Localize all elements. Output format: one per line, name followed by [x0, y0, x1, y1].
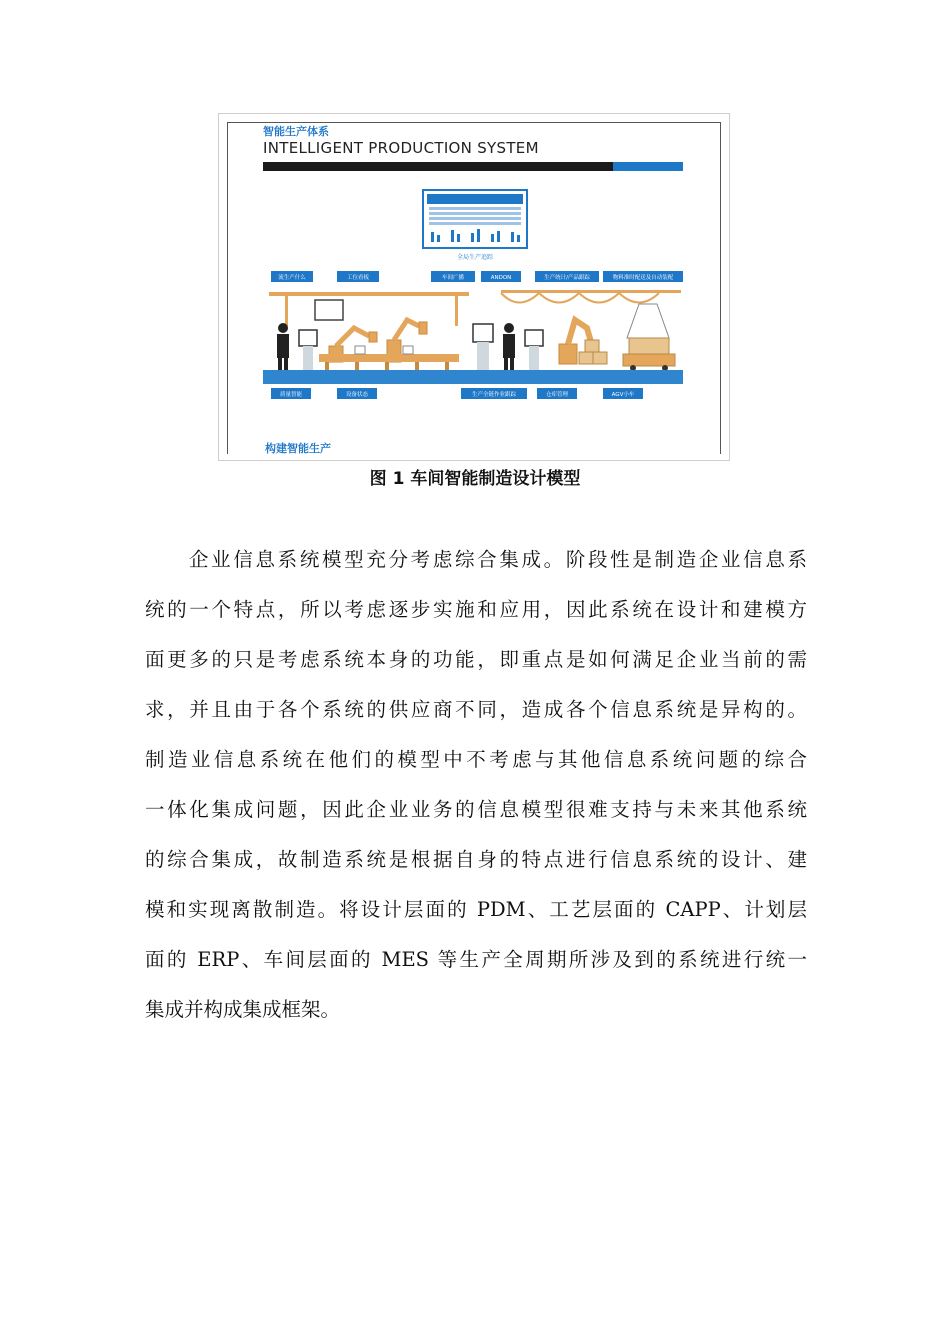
paragraph-line: 求，并且由于各个系统的供应商不同，造成各个信息系统是异构的。	[145, 698, 807, 721]
dashboard-label: 全局生产追踪	[456, 254, 494, 261]
figure-cn-title: 智能生产体系	[263, 125, 329, 138]
bottom-tag: 设备状态	[345, 392, 369, 398]
paragraph-line: 企业信息系统模型充分考虑综合集成。阶段性是制造企业信息系	[189, 548, 807, 571]
paragraph-line: 面更多的只是考虑系统本身的功能，即重点是如何满足企业当前的需	[145, 648, 807, 671]
top-tag: 工位看板	[346, 275, 370, 281]
figure-caption: 图 1 车间智能制造设计模型	[369, 469, 581, 489]
factory-floor	[263, 370, 683, 384]
paragraph-line: 统的一个特点，所以考虑逐步实施和应用，因此系统在设计和建模方	[145, 598, 807, 621]
figure-bottom-title: 构建智能生产	[265, 442, 331, 455]
bottom-tag: AGV小车	[611, 392, 635, 398]
factory-illustration	[219, 114, 730, 461]
top-tag: ANDON	[490, 275, 512, 281]
paragraph-line: 面的 ERP、车间层面的 MES 等生产全周期所涉及到的系统进行统一	[145, 948, 807, 971]
paragraph-line: 模和实现离散制造。将设计层面的 PDM、工艺层面的 CAPP、计划层	[145, 898, 807, 921]
warehouse-boxes	[579, 304, 675, 371]
bottom-tag: 生产全链作业跟踪	[471, 392, 517, 398]
paragraph-line: 的综合集成，故制造系统是根据自身的特点进行信息系统的设计、建	[145, 848, 807, 871]
top-tag: 车间广播	[441, 275, 465, 281]
top-tag: 生产统计/产品跟踪	[544, 275, 590, 281]
agv-cart	[623, 354, 675, 366]
top-tag: 物料准时配送及自动装配	[612, 275, 674, 281]
paragraph-line: 一体化集成问题，因此企业业务的信息模型很难支持与未来其他系统	[145, 798, 807, 821]
body-paragraph	[145, 538, 807, 1038]
figure-en-title: INTELLIGENT PRODUCTION SYSTEM	[263, 139, 539, 157]
paragraph-line: 集成并构成集成框架。	[145, 998, 341, 1021]
bottom-tag: 仓库管理	[545, 392, 569, 398]
bottom-tag: 质量智能	[279, 392, 303, 398]
hanging-screen	[315, 300, 343, 320]
figure-image	[218, 113, 730, 461]
paragraph-line: 制造业信息系统在他们的模型中不考虑与其他信息系统问题的综合	[145, 748, 807, 771]
top-tag: 流生产什么	[278, 275, 306, 281]
dashboard-monitor	[423, 190, 527, 248]
